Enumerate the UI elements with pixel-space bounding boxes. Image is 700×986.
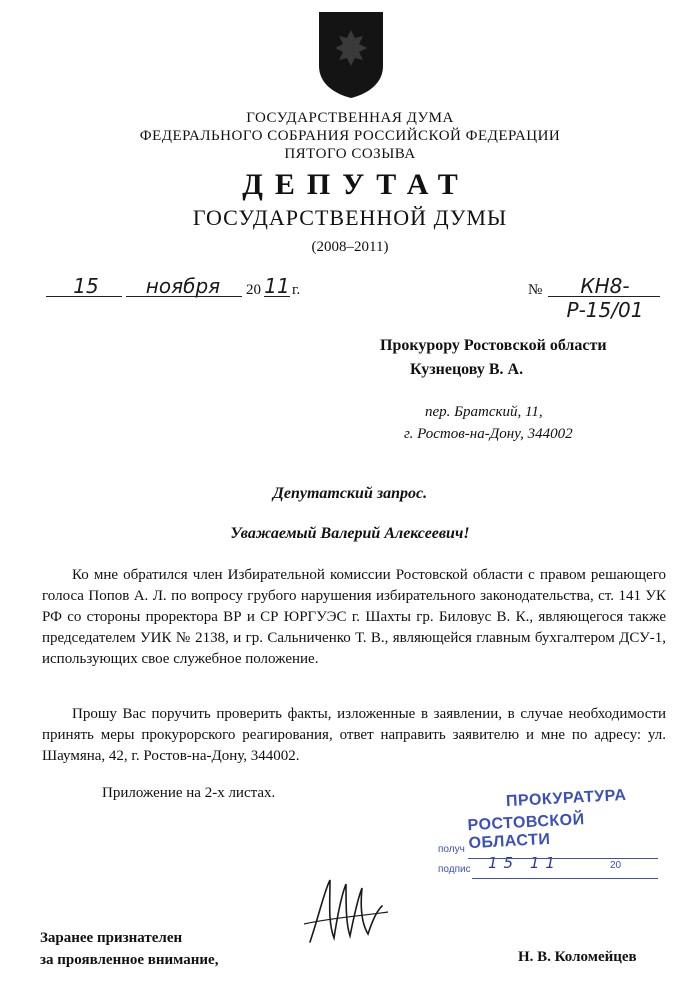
date-year: 11 [264, 274, 290, 298]
paragraph-2: Прошу Вас поручить проверить факты, изложенные в заявлении, в случае необходимости принять меры прокурорского реагирования, ответ направить заявителю и мне по адресу: ул. Шаумяна, 42, г. Ростов-на-Дону, 344002. [42, 706, 666, 764]
stamp-line2: РОСТОВСКОЙ ОБЛАСТИ [467, 811, 586, 853]
date-year-unit: г. [292, 282, 301, 298]
page-title: ДЕПУТАТ [242, 168, 470, 201]
date-line [40, 272, 660, 322]
closing-line2: за проявленное внимание, [40, 952, 219, 968]
term-years: (2008–2011) [311, 239, 389, 255]
stamp-received: получ [438, 844, 465, 855]
header-line1: ГОСУДАРСТВЕННАЯ ДУМА [246, 110, 454, 126]
letter-subject: Депутатский запрос. [272, 485, 428, 502]
document-number: КН8-Р-15/01 [566, 274, 644, 322]
paragraph-1: Ко мне обратился член Избирательной комиссии Ростовской области с правом решающего голоса Попов А. Л. по вопросу грубого нарушения избирательного законодательства, ст. 141 УК РФ со стороны проректора ВР и СР ЮРГУЭС г. Шахты гр. Биловус В. К., являющегося также председателем УИК № 2138, и гр. Сальниченко Т. В., являющейся главным бухгалтером ДСУ-1, использующих свое служебное положение. [42, 567, 666, 667]
closing-block [40, 927, 218, 971]
stamp-date: 15 11 [488, 854, 561, 872]
stamp-year: 20 [610, 860, 622, 871]
recipient-street: пер. Братский, 11, [425, 404, 543, 420]
date-day: 15 [73, 274, 99, 298]
attachment-note: Приложение на 2-х листах. [102, 785, 276, 801]
letter-greeting: Уважаемый Валерий Алексеевич! [230, 525, 470, 542]
state-emblem-icon [311, 8, 391, 100]
stamp-line1: ПРОКУРАТУРА [505, 786, 627, 811]
date-month: ноября [145, 274, 221, 298]
stamp-signed: подпис [438, 864, 471, 875]
recipient-name: Кузнецову В. А. [410, 361, 524, 378]
header-line2: ФЕДЕРАЛЬНОГО СОБРАНИЯ РОССИЙСКОЙ ФЕДЕРАЦИИ [139, 128, 561, 144]
date-year-prefix: 20 [246, 282, 261, 298]
signature-icon [300, 872, 390, 952]
closing-line1: Заранее признателен [40, 930, 183, 946]
prosecutor-stamp [430, 782, 666, 892]
page-subtitle: ГОСУДАРСТВЕННОЙ ДУМЫ [192, 205, 508, 230]
signer-name: Н. В. Коломейцев [518, 949, 637, 965]
number-label: № [528, 282, 543, 298]
header-line3: ПЯТОГО СОЗЫВА [284, 146, 416, 162]
recipient-title: Прокурору Ростовской области [380, 337, 607, 354]
recipient-city: г. Ростов-на-Дону, 344002 [404, 426, 573, 442]
